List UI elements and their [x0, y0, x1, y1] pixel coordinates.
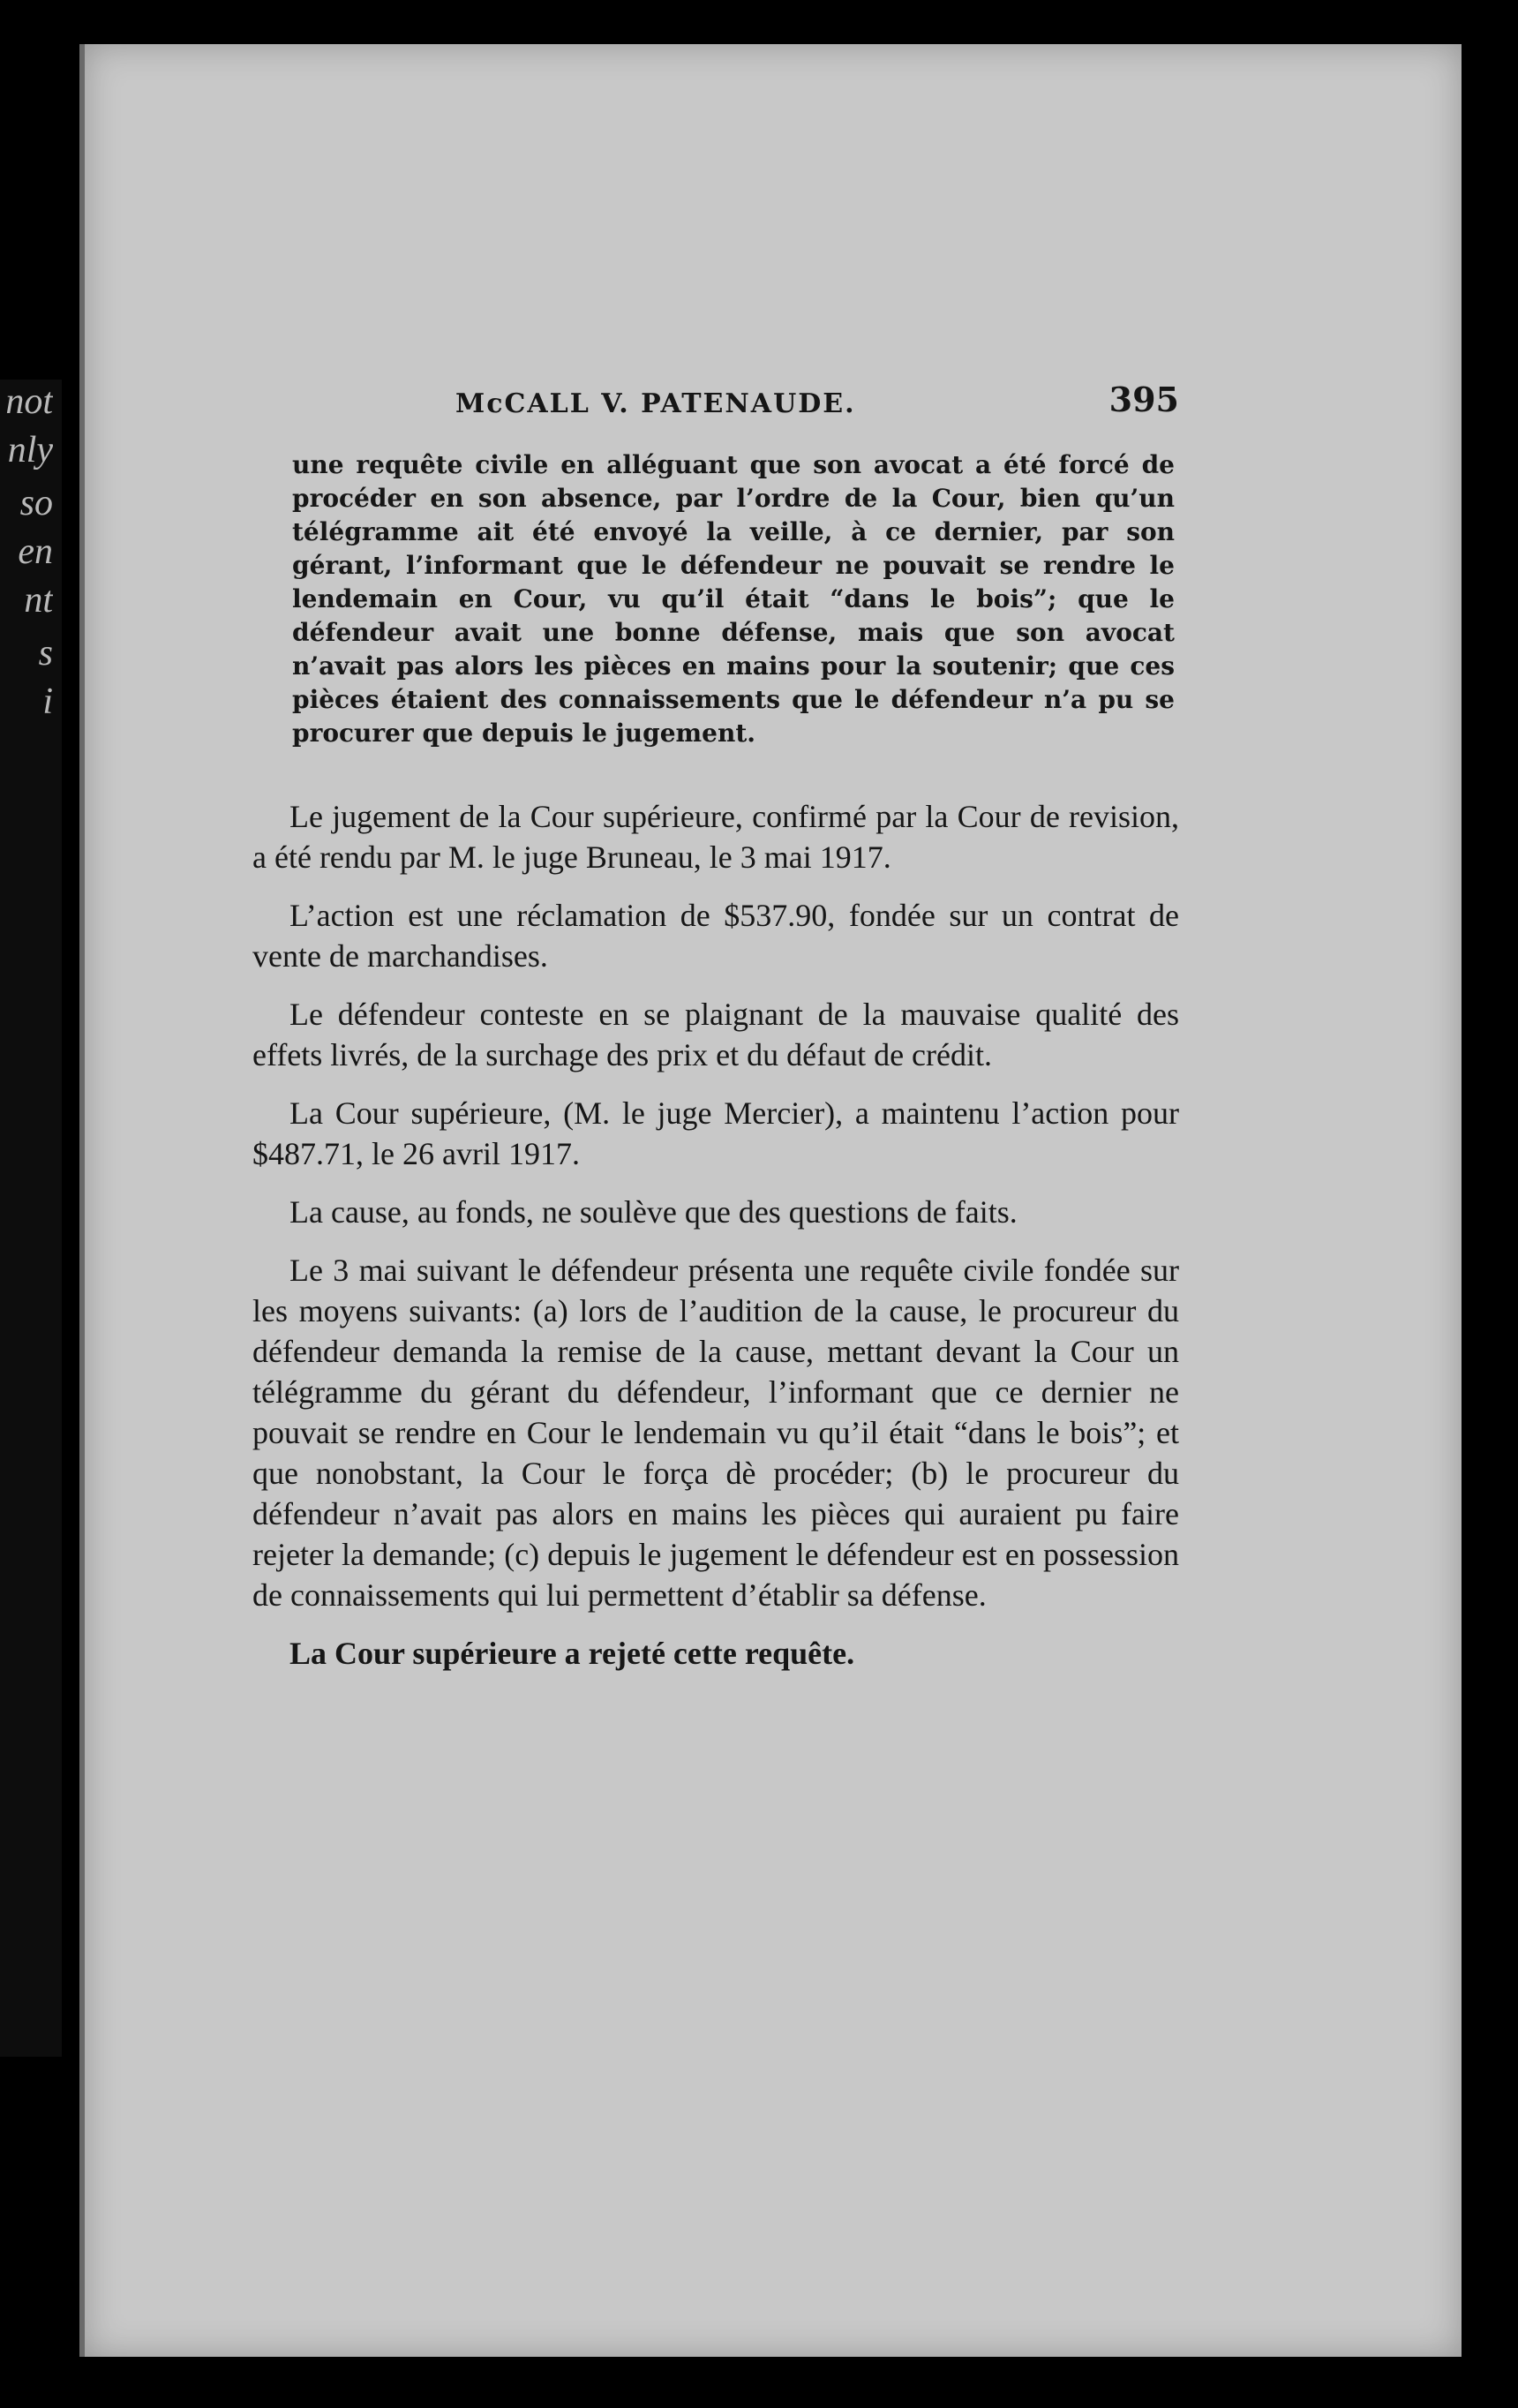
- adjacent-page-fragment: nly: [7, 430, 53, 470]
- page-number: 395: [1108, 380, 1179, 419]
- adjacent-page-fragment: so: [19, 483, 53, 523]
- adjacent-page-fragment: en: [18, 531, 53, 572]
- adjacent-page-fragment: i: [42, 681, 53, 722]
- concluding-paragraph: La Cour supérieure a rejeté cette requête.: [289, 1636, 855, 1671]
- page-content: [252, 371, 1179, 1691]
- body-text: [252, 796, 1179, 1674]
- paragraph: Le défendeur conteste en se plaignant de la mauvaise qualité des effets livrés, de la surchage des prix et du défaut de crédit.: [252, 997, 1179, 1072]
- paragraph: La Cour supérieure, (M. le juge Mercier), a maintenu l’action pour $487.71, le 26 avril 1917.: [252, 1095, 1179, 1171]
- adjacent-page-strip: [0, 380, 62, 2057]
- paragraph: Le 3 mai suivant le défendeur présenta une requête civile fondée sur les moyens suivants: (a) lors de l’audition de la cause, le procureur du défendeur demanda la remise de la cause, mettant devant la Cour un télégramme du gérant du défendeur, l’informant que ce dernier ne pouvait se rendre en Cour le lendemain vu qu’il était “dans le bois”; et que nonobstant, la Cour le força dè procéder; (b) le procureur du défendeur n’avait pas alors en mains les pièces qui auraient pu faire rejeter la demande; (c) depuis le jugement le défendeur est en possession de connaissements qui lui permettent d’établir sa défense.: [252, 1253, 1179, 1613]
- paragraph: La cause, au fonds, ne soulève que des questions de faits.: [289, 1194, 1018, 1230]
- adjacent-page-fragment: nt: [24, 580, 53, 621]
- running-head: McCALL V. PATENAUDE.: [455, 388, 856, 419]
- adjacent-page-fragment: s: [38, 633, 53, 673]
- paragraph: Le jugement de la Cour supérieure, confirmé par la Cour de revision, a été rendu par M. le juge Bruneau, le 3 mai 1917.: [252, 799, 1179, 875]
- book-page: [79, 44, 1462, 2357]
- headnote: une requête civile en alléguant que son avocat a été forcé de procéder en son absence, par l’ordre de la Cour, bien qu’un télégramme ait été envoyé la veille, à ce dernier, par son gérant, l’informant que le défendeur ne pouvait se rendre le lendemain en Cour, vu qu’il était “dans le bois”; que le défendeur avait une bonne défense, mais que son avocat n’avait pas alors les pièces en mains pour la soutenir; que ces pièces étaient des connaissements que le défendeur n’a pu se procurer que depuis le jugement.: [292, 450, 1175, 748]
- paragraph: L’action est une réclamation de $537.90, fondée sur un contrat de vente de marchandises.: [252, 898, 1179, 974]
- adjacent-page-fragment: not: [5, 381, 53, 422]
- page-header: [252, 371, 1179, 434]
